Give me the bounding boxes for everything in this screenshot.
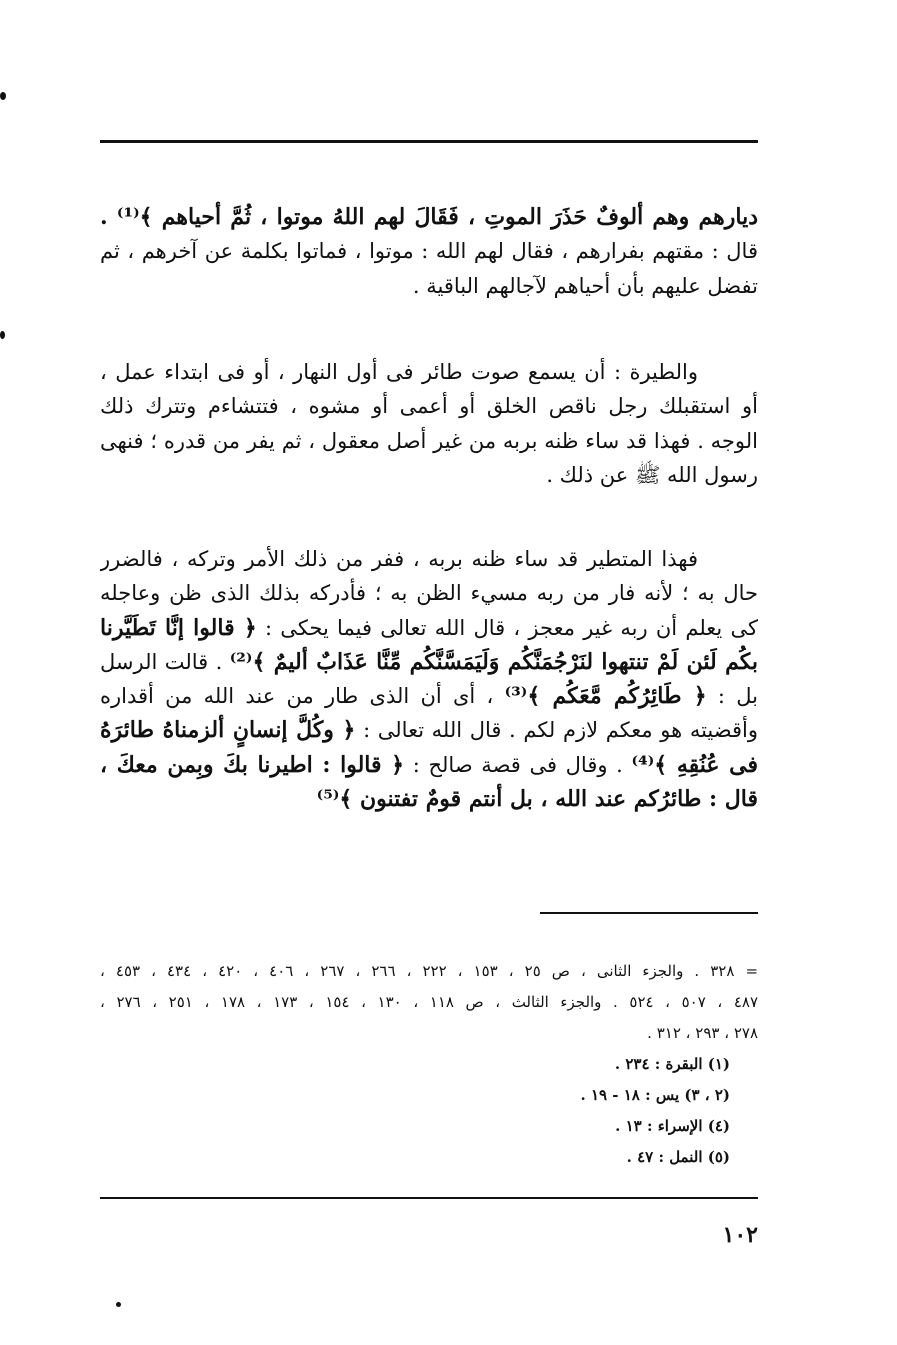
footnote-separator xyxy=(540,912,758,914)
footnote-4: (٤) الإسراء : ١٣ . xyxy=(615,1117,730,1135)
quran-quote: فى عُنُقِهِ ﴾⁽⁴⁾ xyxy=(631,751,758,778)
quran-quote: ﴿ قالوا : اطيرنا بكَ وبِمن معكَ ، xyxy=(100,751,405,778)
text-segment: كى يعلم أن ربه غير معجز ، قال الله تعالى فيما يحكى : xyxy=(264,615,758,640)
paragraph-1 xyxy=(100,200,758,303)
footnote-1: (١) البقرة : ٢٣٤ . xyxy=(614,1055,730,1073)
footnote-continuation: ٢٧٨ ، ٢٩٣ ، ٣١٢ . xyxy=(647,1024,758,1042)
text-segment: . قالت الرسل xyxy=(100,649,223,674)
text-segment: وأقضيته هو معكم لازم لكم . قال الله تعالى : xyxy=(363,718,758,743)
text-line: الوجه . فهذا قد ساء ظنه بربه من غير أصل معقول ، ثم يفر من قدره ؛ فنهى xyxy=(100,428,758,453)
quran-quote: ﴿ طَائِرُكُم مَّعَكُم ﴾⁽³⁾ xyxy=(504,683,707,710)
text-line: تفضل عليهم بأن أحياهم لآجالهم الباقية . xyxy=(412,273,758,298)
quran-quote-line: ديارهم وهم ألوفٌ حَذَرَ الموتِ ، فَقَالَ لهم اللهُ موتوا ، ثُمَّ أحياهم ﴾⁽¹⁾ . xyxy=(100,204,758,230)
footnote-continuation: = ٣٢٨ . والجزء الثانى ، ص ٢٥ ، ١٥٣ ، ٢٢٢ ، ٢٦٦ ، ٢٦٧ ، ٤٠٦ ، ٤٢٠ ، ٤٣٤ ، ٤٥٣ ، xyxy=(100,962,758,980)
quran-quote: بكُم لَئن لَمْ تنتهوا لنَرْجُمَنَّكُم وَلَيَمَسَّنَّكُم مِّنَّا عَذَابٌ أليمٌ ﴾⁽²⁾ xyxy=(229,648,758,675)
text-line: أو استقبلك رجل ناقص الخلق أو أعمى أو مشوه ، فتتشاءم وتترك ذلك xyxy=(100,394,758,419)
footnote-2-3: (٢ ، ٣) يس : ١٨ - ١٩ . xyxy=(580,1086,730,1104)
text-line: حال به ؛ لأنه فار من ربه مسيء الظن به ؛ فأدركه بذلك الذى ظن وعاجله xyxy=(100,581,758,606)
paragraph-3 xyxy=(100,542,758,816)
text-line xyxy=(100,645,758,679)
text-line: رسول الله ﷺ عن ذلك . xyxy=(546,462,758,487)
text-segment: بل : xyxy=(717,684,758,709)
scan-speck xyxy=(116,1302,121,1307)
quran-quote-line: قال : طائرُكم عند الله ، بل أنتم قومٌ تفتنون ﴾⁽⁵⁾ xyxy=(316,786,758,813)
text-segment: ، أى أن الذى طار من عند الله من أقداره xyxy=(100,684,494,709)
header-rule xyxy=(100,140,758,143)
text-line xyxy=(100,679,758,713)
quran-quote: ﴿ وكُلَّ إنسانٍ ألزمناهُ طائرَهُ xyxy=(100,717,356,744)
paragraph-2 xyxy=(100,355,758,492)
text-segment: . وقال فى قصة صالح : xyxy=(412,752,623,777)
text-line: والطيرة : أن يسمع صوت طائر فى أول النهار ، أو فى ابتداء عمل ، xyxy=(100,360,698,384)
footnote-continuation: ٤٨٧ ، ٥٠٧ ، ٥٢٤ . والجزء الثالث ، ص ١١٨ ، ١٣٠ ، ١٥٤ ، ١٧٣ ، ١٧٨ ، ٢٥١ ، ٢٧٦ ، xyxy=(100,993,758,1011)
scan-speck xyxy=(0,92,6,100)
quran-quote: ﴿ قالوا إنَّا تَطَيَّرنا xyxy=(100,614,257,641)
text-line: فهذا المتطير قد ساء ظنه بربه ، ففر من ذلك الأمر وتركه ، فالضرر xyxy=(100,547,698,571)
text-line: قال : مقتهم بفرارهم ، فقال لهم الله : موتوا ، فماتوا بكلمة عن آخرهم ، ثم xyxy=(100,239,758,264)
scan-speck xyxy=(0,331,5,339)
text-line xyxy=(100,713,758,747)
text-line xyxy=(100,748,758,782)
page-number: ١٠٢ xyxy=(722,1222,758,1248)
footer-rule xyxy=(100,1197,758,1199)
text-line xyxy=(100,611,758,645)
footnotes xyxy=(100,956,758,1173)
footnote-5: (٥) النمل : ٤٧ . xyxy=(626,1148,730,1166)
